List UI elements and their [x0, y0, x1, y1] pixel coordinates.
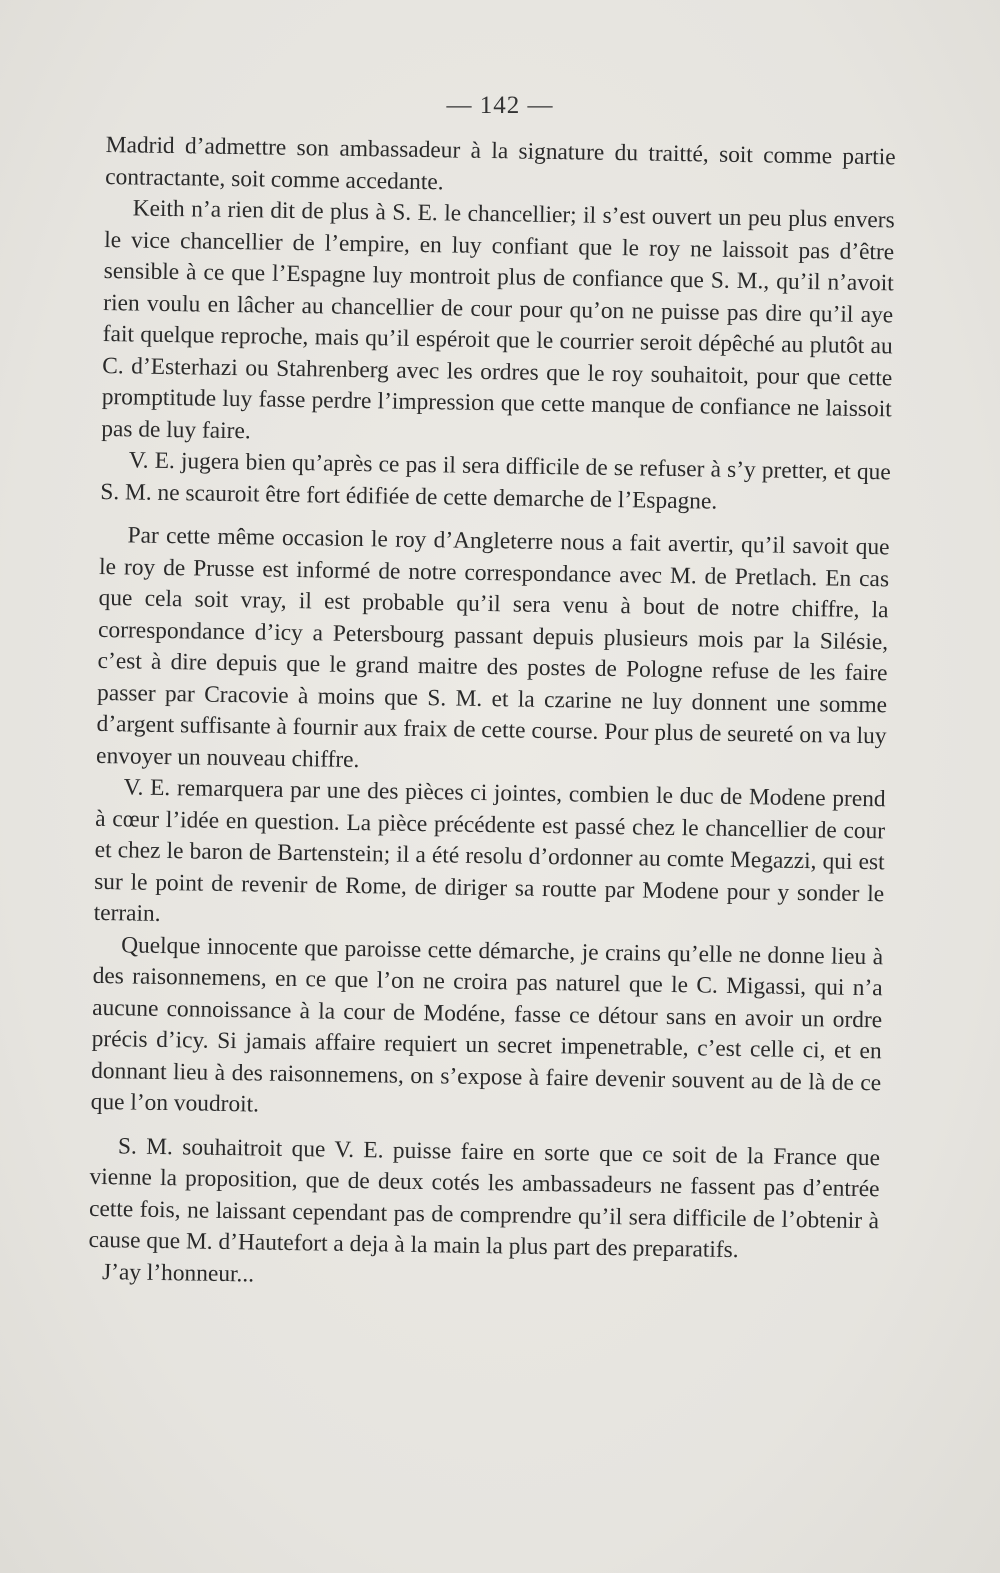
paragraph-1: Madrid d’admettre son ambassadeur à la signature du traitté, soit comme partie contractante, soit comme accedante.: [105, 131, 896, 195]
paragraph-2: Keith n’a rien dit de plus à S. E. le chancellier; il s’est ouvert un peu plus envers le vice chancellier de l’empire, en luy confiant que le roy ne laissoit pas d’être sensible à ce que l’Espagne luy montroit plus de confiance que S. M., qu’il n’avoit rien voulu en lâcher au chancellier de cour pour qu’on ne puisse pas dire qu’il aye fait quelque reproche, mais qu’il espéroit que le courrier seroit dépêché au plutôt au C. d’Esterhazi ou Stahrenberg avec les ordres que le roy souhaitoit, pour que cette promptitude luy fasse perdre l’impression que cette manque de confiance ne laissoit pas de luy faire.: [101, 195, 895, 444]
paragraph-7: S. M. souhaitroit que V. E. puisse faire en sorte que ce soit de la France que vienne la proposition, que de deux cotés les ambassadeurs ne fassent pas d’entrée cette fois, ne laissant cependant pas de comprendre qu’il sera difficile de l’obtenir à cause que M. d’Hautefort a deja à la main la plus part des preparatifs.: [88, 1132, 881, 1264]
body-text: [88, 130, 896, 1300]
paragraph-4: Par cette même occasion le roy d’Angleterre nous a fait avertir, qu’il savoit que le roy de Prusse est informé de notre correspondance avec M. de Pretlach. En cas que cela soit vray, il est probable qu’il sera venu à bout de notre chiffre, la correspondance d’icy a Petersbourg passant depuis plusieurs mois par la Silésie, c’est à dire depuis que le grand maitre des postes de Pologne refuse de les faire passer par Cracovie à moins que S. M. et la czarine ne luy donnent une somme d’argent suffisante à fournir aux fraix de cette course. Pour plus de seureté on va luy envoyer un nouveau chiffre.: [95, 522, 890, 773]
paragraph-5: V. E. remarquera par une des pièces ci jointes, combien le duc de Modene prend à cœur l’idée en question. La pièce précédente est passé chez le chancellier de cour et chez le baron de Bartenstein; il a été resolu d’ordonner au comte Megazzi, qui est sur le point de revenir de Rome, de diriger sa routte par Modene pour y sonder le terrain.: [93, 774, 886, 927]
closing-line: J’ay l’honneur...: [101, 1258, 255, 1287]
paragraph-3: V. E. jugera bien qu’après ce pas il sera difficile de se refuser à s’y pretter, et que S. M. ne scauroit être fort édifiée de cette demarche de l’Espagne.: [100, 447, 891, 515]
page-number: — 142 —: [446, 92, 554, 119]
paragraph-6: Quelque innocente que paroisse cette démarche, je crains qu’elle ne donne lieu à des raisonnemens, en ce que l’on ne croira pas naturel que le C. Migassi, qui n’a aucune connoissance à la cour de Modéne, fasse ce détour sans en avoir un ordre précis d’icy. Si jamais affaire requiert un secret impenetrable, c’est celle ci, et en donnant lieu à des raisonnemens, on s’expose à faire devenir souvent au de là de ce que l’on voudroit.: [90, 931, 884, 1118]
